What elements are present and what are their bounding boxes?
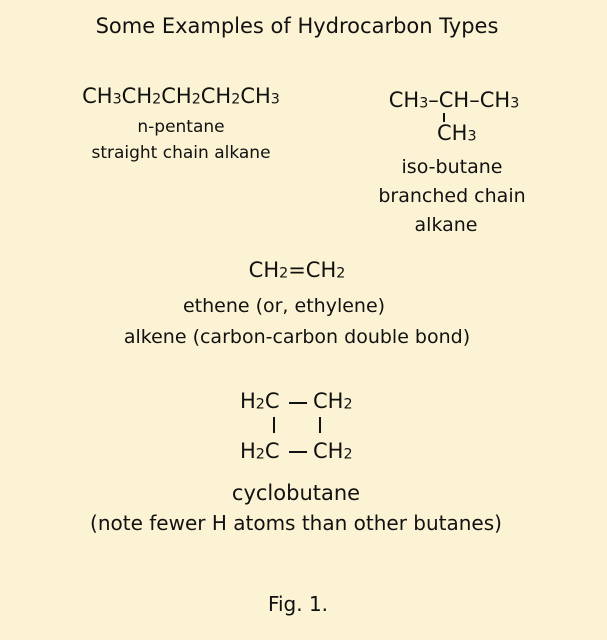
pentane-formula: $CH_3CH_2CH_2CH_2CH_3$ xyxy=(82,84,280,108)
ethene-description: alkene (carbon-carbon double bond) xyxy=(123,326,471,348)
figure-label: Fig. 1. xyxy=(267,592,329,616)
pentane-name: n-pentane xyxy=(137,117,225,137)
cyclobutane-bottom-bond xyxy=(289,451,307,453)
cyclobutane-left-bond xyxy=(273,417,275,433)
cyclobutane-top-right: $CH_2$ xyxy=(313,389,353,413)
isobutane-description-line1: branched chain xyxy=(378,185,526,207)
isobutane-branch: $CH_3$ xyxy=(437,121,477,145)
isobutane-main-chain: $CH_3-CH-CH_3$ xyxy=(388,88,520,112)
page-title: Some Examples of Hydrocarbon Types xyxy=(95,14,499,38)
isobutane-name: iso-butane xyxy=(401,156,503,178)
cyclobutane-note: (note fewer H atoms than other butanes) xyxy=(90,511,502,535)
cyclobutane-bottom-right: $CH_2$ xyxy=(313,439,353,463)
cyclobutane-bottom-left: $H_2C$ xyxy=(240,439,280,463)
isobutane-description-line2: alkane xyxy=(414,214,478,236)
cyclobutane-top-left: $H_2C$ xyxy=(240,389,280,413)
cyclobutane-right-bond xyxy=(319,417,321,433)
pentane-description: straight chain alkane xyxy=(91,143,271,163)
cyclobutane-name: cyclobutane xyxy=(231,481,361,505)
cyclobutane-top-bond xyxy=(289,402,307,404)
ethene-name: ethene (or, ethylene) xyxy=(182,295,386,317)
ethene-formula: $CH_2=CH_2$ xyxy=(248,258,346,282)
